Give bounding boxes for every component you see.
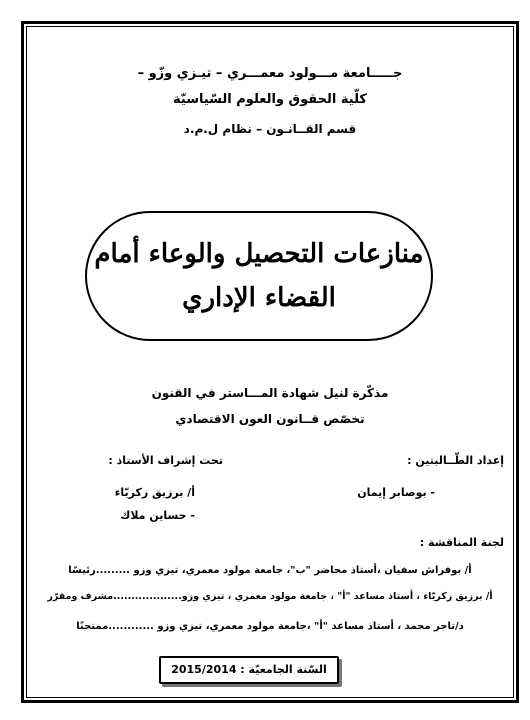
faculty-name: كلّية الحقوق والعلوم السّياسيّة: [173, 92, 367, 107]
university-name: جـــــامعة مـــولود معمـــري – تيـزي وزّو –: [137, 66, 403, 81]
supervisor-name: أ/ برزيق زكريّاء: [114, 486, 195, 499]
committee-member-2: أ/ برزيق زكريّاء ، أستاذ مساعد "أ" ، جامعة مولود معمري ، تيزي وزو...................مشرف ومقرّر: [47, 591, 493, 602]
supervision-label: تحت إشراف الأستاذ :: [108, 454, 223, 467]
student-name-2: - حساين ملاك: [120, 509, 195, 522]
student-name-1: - بوصابر إيمان: [357, 486, 435, 499]
prepared-by-label: إعداد الطّــالبتين :: [407, 454, 504, 467]
department-name: قسم القــانـون – نظام ل.م.د: [183, 122, 357, 136]
page-border-frame: [21, 21, 519, 703]
title-box: [85, 211, 433, 341]
degree-statement: مذكّرة لنيل شهادة المـــاستر في القنون: [151, 386, 389, 400]
committee-label: لجنة المناقشة :: [419, 536, 504, 549]
committee-member-1: أ/ بوفراش سفيان ،أستاذ محاضر "ب"، جامعة مولود معمري، تيزي وزو .........رئيسًا: [68, 565, 472, 576]
thesis-title-line-1: منازعات التحصيل والوعاء أمام: [94, 239, 424, 269]
specialty: تخصّص قــانون العون الاقتصادي: [175, 412, 365, 426]
academic-year: السّنة الجامعيّة : 2015/2014: [159, 656, 339, 684]
thesis-title-line-2: القضاء الإداري: [182, 283, 336, 313]
committee-member-3: د/تاجر محمد ، أستاذ مساعد "أ" ،جامعة مولود معمري، تيزي وزو ............ممتحنًا: [76, 621, 464, 632]
